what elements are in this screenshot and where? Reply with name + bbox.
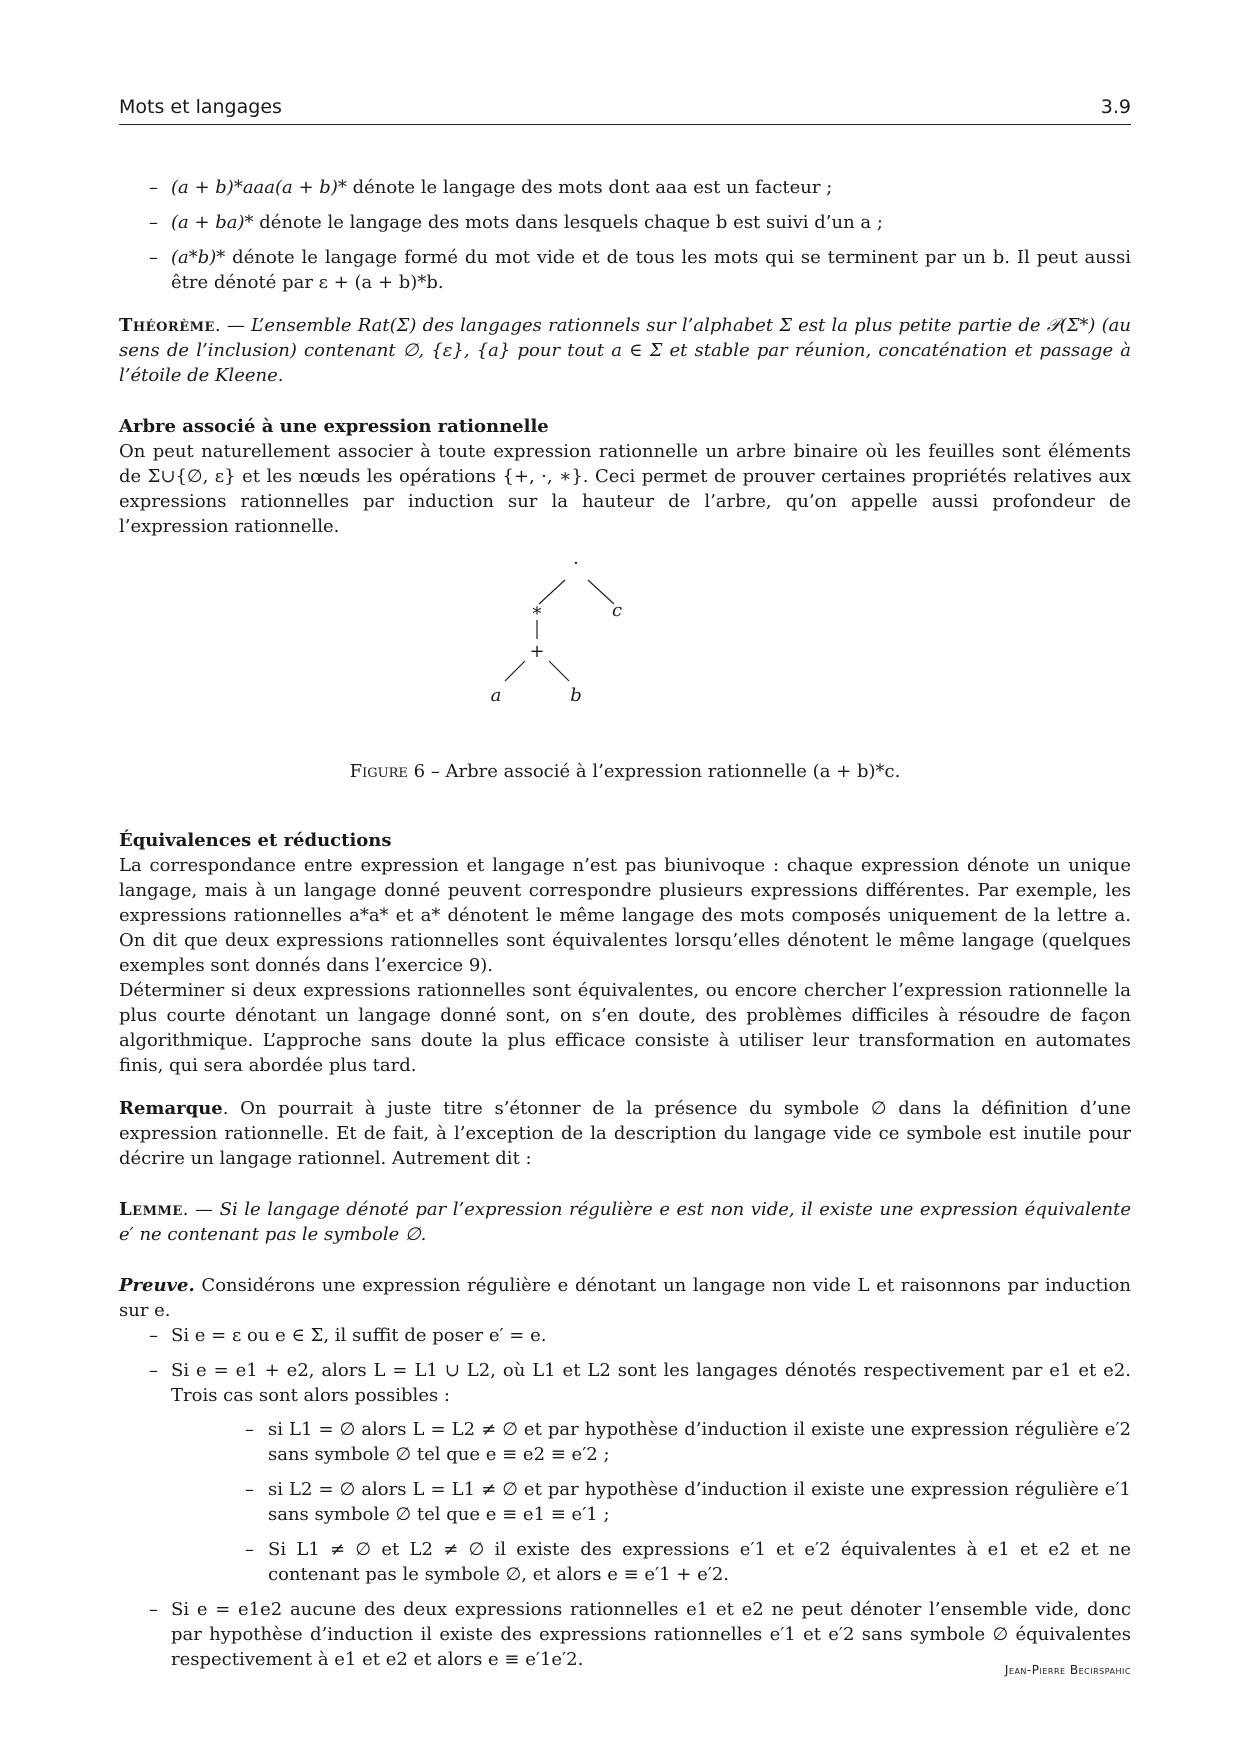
list-item-text: Si e = ε ou e ∈ Σ, il suffit de poser e′ = e. (171, 1325, 547, 1346)
list-item-text: Si e = e1 + e2, alors L = L1 ∪ L2, où L1 et L2 sont les langages dénotés respectivement par e1 et e2. Trois cas sont alors possibles : (171, 1360, 1131, 1406)
tree-node-star: ∗ (530, 600, 544, 621)
edge-root-c (588, 580, 614, 604)
proof-text: Considérons une expression régulière e dénotant un langage non vide L et raisonnons par induction sur e. (119, 1275, 1131, 1321)
list-item-text: Si e = e1e2 aucune des deux expressions rationnelles e1 et e2 ne peut dénoter l’ensemble vide, donc par hypothèse d’induction il existe des expressions rationnelles e′1 et e′2 sans symbole ∅ équivalentes respectivement à e1 et e2 et alors e ≡ e′1e′2. (171, 1599, 1131, 1670)
theorem-label: Théorème (119, 315, 215, 336)
theorem-separator: . — (214, 315, 245, 336)
tree-figure (119, 549, 1131, 749)
examples-list (119, 175, 1131, 295)
math-expression: (a + b)*aaa(a + b)* (171, 177, 347, 198)
list-item-text: si L1 = ∅ alors L = L2 ≠ ∅ et par hypothèse d’induction il existe une expression régulière e′2 sans symbole ∅ tel que e ≡ e2 ≡ e′2 ; (268, 1419, 1131, 1465)
tree-node-plus: + (529, 641, 545, 662)
lemma-text: Si le langage dénoté par l’expression régulière e est non vide, il existe une expression équivalente e′ ne contenant pas le symbole ∅. (119, 1199, 1131, 1245)
list-item-text: dénote le langage formé du mot vide et de tous les mots qui se terminent par un b. Il peut aussi être dénoté par ε + (a + b)*b. (171, 247, 1131, 293)
arbre-paragraph: On peut naturellement associer à toute expression rationnelle un arbre binaire où les feuilles sont éléments de Σ∪{∅, ε} et les nœuds les opérations {+, ·, ∗}. Ceci permet de prouver certaines propriétés relatives aux expressions rationnelles par induction sur la hauteur de l’arbre, qu’on appelle aussi profondeur de l’expression rationnelle. (119, 441, 1131, 537)
list-item (171, 1477, 1131, 1527)
running-head (119, 96, 1131, 125)
proof-subcases (171, 1417, 1131, 1587)
proof-label: Preuve. (119, 1275, 195, 1296)
tree-node-a: a (490, 685, 502, 706)
lemma-label: Lemme (119, 1199, 183, 1220)
math-expression: (a*b)* (171, 247, 226, 268)
section-heading-equivalences: Équivalences et réductions (119, 830, 392, 851)
remark (119, 1096, 1131, 1171)
theorem-text: L’ensemble Rat(Σ) des langages rationnels sur l’alphabet Σ est la plus petite partie de 𝒫(Σ*) (au sens de l’inclusion) contenant ∅, {ε}, {a} pour tout a ∈ Σ et stable par réunion, concaténation et passage à l’étoile de Kleene. (119, 315, 1131, 386)
list-item (119, 1323, 1131, 1348)
proof (119, 1273, 1131, 1323)
section-title: Mots et langages (119, 96, 282, 118)
tree-diagram (119, 549, 1131, 749)
proof-cases (119, 1323, 1131, 1672)
lemma-separator: . — (182, 1199, 214, 1220)
list-item (171, 1417, 1131, 1467)
tree-node-root: · (573, 553, 579, 574)
list-item-text: si L2 = ∅ alors L = L1 ≠ ∅ et par hypothèse d’induction il existe une expression régulière e′1 sans symbole ∅ tel que e ≡ e1 ≡ e′1 ; (268, 1479, 1131, 1525)
equivalences-paragraph-2: Déterminer si deux expressions rationnelles sont équivalentes, ou encore chercher l’expression rationnelle la plus courte dénotant un langage donné sont, on s’en doute, des problèmes difficiles à résoudre de façon algorithmique. L’approche sans doute la plus efficace consiste à utiliser leur transformation en automates finis, qui sera abordée plus tard. (119, 980, 1131, 1076)
page-number: 3.9 (1100, 96, 1131, 118)
list-item (119, 1358, 1131, 1587)
theorem (119, 313, 1131, 388)
list-item (119, 1597, 1131, 1672)
page-body (119, 175, 1131, 1682)
list-item-text: dénote le langage des mots dont aaa est un facteur ; (346, 177, 833, 198)
figure-caption (119, 759, 1131, 784)
remark-label: Remarque (119, 1098, 223, 1119)
list-item (119, 175, 1131, 200)
list-item-text: Si L1 ≠ ∅ et L2 ≠ ∅ il existe des expressions e′1 et e′2 équivalentes à e1 et e2 et ne contenant pas le symbole ∅, et alors e ≡ e′1 + e′2. (268, 1539, 1131, 1585)
edge-plus-b (549, 661, 569, 681)
caption-label: Figure 6 (349, 761, 426, 782)
list-item (119, 210, 1131, 235)
list-item-text: dénote le langage des mots dans lesquels chaque b est suivi d’un a ; (253, 212, 883, 233)
list-item (171, 1537, 1131, 1587)
lemma (119, 1197, 1131, 1247)
edge-plus-a (505, 661, 525, 681)
equivalences-paragraph-1: La correspondance entre expression et langage n’est pas biunivoque : chaque expression dénote un unique langage, mais à un langage donné peuvent correspondre plusieurs expressions différentes. Par exemple, les expressions rationnelles a*a* et a* dénotent le même langage des mots composés uniquement de la lettre a. On dit que deux expressions rationnelles sont équivalentes lorsqu’elles dénotent le même langage (quelques exemples sont donnés dans l’exercice 9). (119, 855, 1131, 976)
list-item (119, 245, 1131, 295)
section-heading-arbre: Arbre associé à une expression rationnelle (119, 416, 549, 437)
caption-text: – Arbre associé à l’expression rationnelle (a + b)*c. (425, 761, 901, 782)
tree-node-b: b (570, 685, 582, 706)
footer-author: Jean-Pierre Becirspahic (1004, 1663, 1131, 1677)
math-expression: (a + ba)* (171, 212, 254, 233)
remark-text: . On pourrait à juste titre s’étonner de la présence du symbole ∅ dans la définition d’une expression rationnelle. Et de fait, à l’exception de la description du langage vide ce symbole est inutile pour décrire un langage rationnel. Autrement dit : (119, 1098, 1131, 1169)
tree-node-c: c (611, 600, 623, 621)
